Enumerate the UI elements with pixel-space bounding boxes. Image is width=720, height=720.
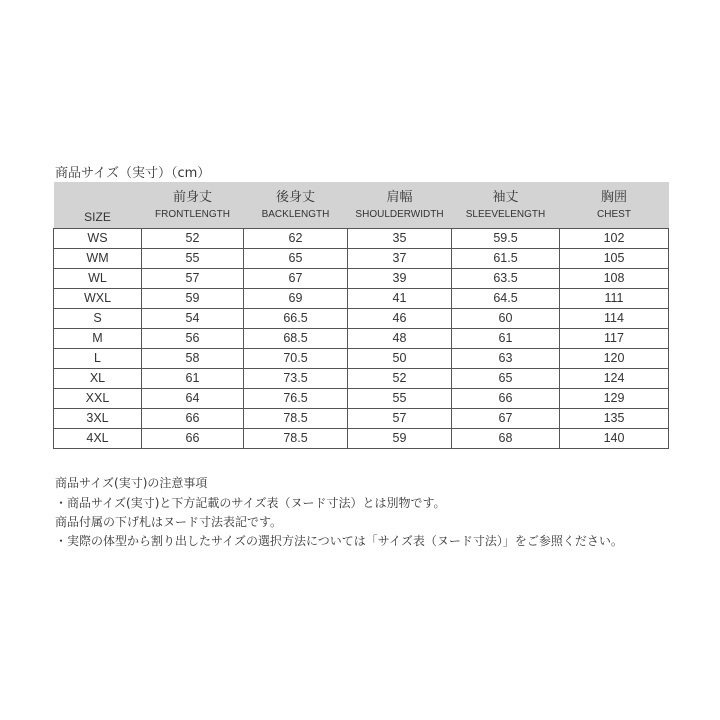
size-table: [53, 182, 669, 449]
shoulder-width-cell: 46: [348, 309, 452, 329]
chest-cell: 114: [560, 309, 669, 329]
front-length-cell: 58: [142, 349, 244, 369]
shoulder-width-cell: 59: [348, 429, 452, 449]
size-cell: L: [54, 349, 142, 369]
column-header-chest: [560, 182, 669, 229]
sleeve-length-cell: 61.5: [452, 249, 560, 269]
shoulder-width-cell: 48: [348, 329, 452, 349]
back-length-cell: 78.5: [244, 409, 348, 429]
size-cell: XL: [54, 369, 142, 389]
chest-cell: 120: [560, 349, 669, 369]
size-cell: WXL: [54, 289, 142, 309]
table-header-row: [54, 182, 669, 229]
back-length-cell: 66.5: [244, 309, 348, 329]
chest-cell: 105: [560, 249, 669, 269]
column-header-size: SIZE: [54, 182, 142, 229]
sleeve-length-cell: 64.5: [452, 289, 560, 309]
column-header-back-length: [244, 182, 348, 229]
column-header-en: CHEST: [597, 209, 631, 220]
column-header-sleeve-length: [452, 182, 560, 229]
notes-line: ・商品サイズ(実寸)と下方記載のサイズ表（ヌード寸法）とは別物です。: [55, 496, 446, 510]
sleeve-length-cell: 60: [452, 309, 560, 329]
sleeve-length-cell: 61: [452, 329, 560, 349]
table-row: [54, 349, 669, 369]
chest-cell: 135: [560, 409, 669, 429]
chest-cell: 124: [560, 369, 669, 389]
notes-line: 商品付属の下げ札はヌード寸法表記です。: [55, 515, 283, 529]
back-length-cell: 67: [244, 269, 348, 289]
notes-line: ・実際の体型から割り出したサイズの選択方法については「サイズ表（ヌード寸法）」をご参照ください。: [55, 534, 623, 548]
chest-cell: 117: [560, 329, 669, 349]
front-length-cell: 59: [142, 289, 244, 309]
back-length-cell: 68.5: [244, 329, 348, 349]
shoulder-width-cell: 57: [348, 409, 452, 429]
column-header-en: BACKLENGTH: [261, 209, 330, 220]
column-header-shoulder-width: [348, 182, 452, 229]
table-row: [54, 409, 669, 429]
front-length-cell: 52: [142, 229, 244, 249]
size-cell: XXL: [54, 389, 142, 409]
table-row: [54, 369, 669, 389]
front-length-cell: 61: [142, 369, 244, 389]
shoulder-width-cell: 39: [348, 269, 452, 289]
table-row: [54, 329, 669, 349]
size-notes: [55, 474, 623, 551]
size-cell: 4XL: [54, 429, 142, 449]
shoulder-width-cell: 50: [348, 349, 452, 369]
back-length-cell: 70.5: [244, 349, 348, 369]
chest-cell: 111: [560, 289, 669, 309]
column-header-jp: 胸囲: [600, 189, 627, 204]
back-length-cell: 78.5: [244, 429, 348, 449]
table-row: [54, 389, 669, 409]
front-length-cell: 56: [142, 329, 244, 349]
column-header-jp: 前身丈: [172, 189, 212, 204]
column-header-jp: 肩幅: [386, 189, 413, 204]
front-length-cell: 66: [142, 409, 244, 429]
sleeve-length-cell: 59.5: [452, 229, 560, 249]
column-header-en: FRONTLENGTH: [155, 209, 230, 220]
sleeve-length-cell: 68: [452, 429, 560, 449]
front-length-cell: 55: [142, 249, 244, 269]
back-length-cell: 69: [244, 289, 348, 309]
back-length-cell: 65: [244, 249, 348, 269]
size-cell: 3XL: [54, 409, 142, 429]
shoulder-width-cell: 52: [348, 369, 452, 389]
sleeve-length-cell: 63.5: [452, 269, 560, 289]
size-cell: S: [54, 309, 142, 329]
sleeve-length-cell: 67: [452, 409, 560, 429]
column-header-en: SLEEVELENGTH: [465, 209, 546, 220]
back-length-cell: 73.5: [244, 369, 348, 389]
chest-cell: 140: [560, 429, 669, 449]
size-cell: WM: [54, 249, 142, 269]
shoulder-width-cell: 41: [348, 289, 452, 309]
size-cell: M: [54, 329, 142, 349]
table-row: [54, 289, 669, 309]
back-length-cell: 76.5: [244, 389, 348, 409]
table-caption: 商品サイズ（実寸）（cm）: [55, 166, 211, 181]
table-row: [54, 229, 669, 249]
table-row: [54, 269, 669, 289]
column-header-jp: 袖丈: [492, 189, 519, 204]
shoulder-width-cell: 35: [348, 229, 452, 249]
size-cell: WL: [54, 269, 142, 289]
front-length-cell: 54: [142, 309, 244, 329]
column-header-front-length: [142, 182, 244, 229]
front-length-cell: 66: [142, 429, 244, 449]
sleeve-length-cell: 65: [452, 369, 560, 389]
table-row: [54, 429, 669, 449]
chest-cell: 102: [560, 229, 669, 249]
size-cell: WS: [54, 229, 142, 249]
notes-heading: 商品サイズ(実寸)の注意事項: [55, 476, 208, 490]
table-row: [54, 249, 669, 269]
back-length-cell: 62: [244, 229, 348, 249]
chest-cell: 108: [560, 269, 669, 289]
sleeve-length-cell: 66: [452, 389, 560, 409]
column-header-en: SHOULDERWIDTH: [355, 209, 444, 220]
front-length-cell: 64: [142, 389, 244, 409]
sleeve-length-cell: 63: [452, 349, 560, 369]
column-header-jp: 後身丈: [275, 189, 315, 204]
front-length-cell: 57: [142, 269, 244, 289]
table-row: [54, 309, 669, 329]
shoulder-width-cell: 37: [348, 249, 452, 269]
shoulder-width-cell: 55: [348, 389, 452, 409]
chest-cell: 129: [560, 389, 669, 409]
